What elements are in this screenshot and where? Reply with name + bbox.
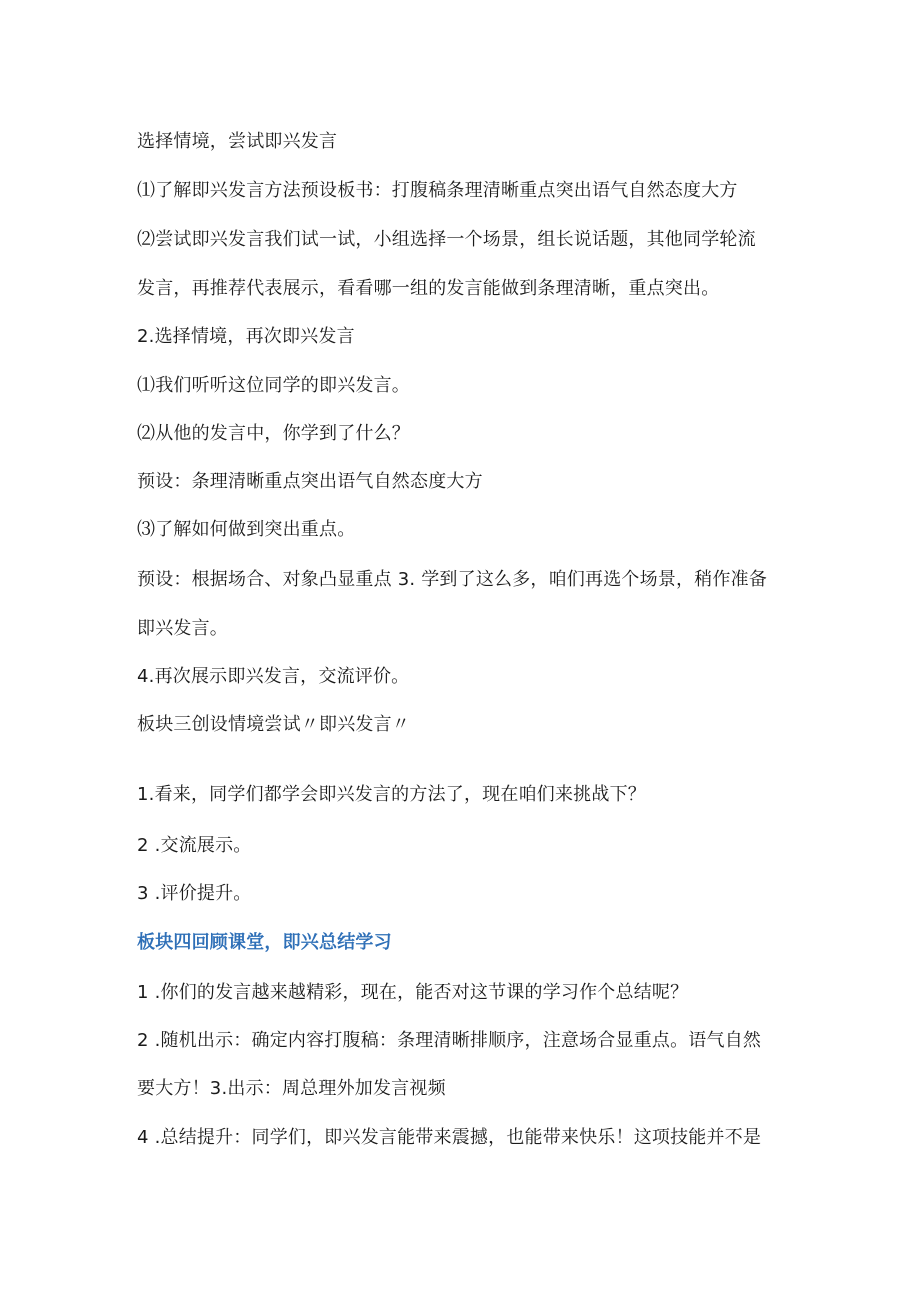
- text-line: ⑵从他的发言中，你学到了什么？: [137, 423, 410, 444]
- text-line: 选择情境，尝试即兴发言: [137, 131, 338, 152]
- text-line: ⑴我们听听这位同学的即兴发言。: [137, 375, 410, 396]
- text-line: ⑴了解即兴发言方法预设板书：打腹稿条理清晰重点突出语气自然态度大方: [137, 180, 738, 201]
- text-line: 2.选择情境，再次即兴发言: [137, 326, 355, 347]
- text-line: 即兴发言。: [137, 618, 228, 639]
- text-line: 预设：条理清晰重点突出语气自然态度大方: [137, 471, 483, 492]
- text-line: 要大方！3.出示：周总理外加发言视频: [137, 1078, 446, 1099]
- text-line: 预设：根据场合、对象凸显重点 3. 学到了这么多，咱们再选个场景，稍作准备: [137, 569, 768, 590]
- text-line: ⑶了解如何做到突出重点。: [137, 519, 356, 540]
- list-item: 4 .总结提升：同学们，即兴发言能带来震撼，也能带来快乐！这项技能并不是: [137, 1127, 762, 1148]
- list-item: 1 .你们的发言越来越精彩，现在，能否对这节课的学习作个总结呢？: [137, 982, 689, 1003]
- text-line: ⑵尝试即兴发言我们试一试，小组选择一个场景，组长说话题，其他同学轮流: [137, 229, 756, 250]
- section-heading-blue: 板块四回顾课堂，即兴总结学习: [137, 932, 392, 953]
- text-line: 发言，再推荐代表展示，看看哪一组的发言能做到条理清晰，重点突出。: [137, 278, 720, 299]
- text-line: 4.再次展示即兴发言，交流评价。: [137, 666, 410, 687]
- list-item: 3 .评价提升。: [137, 883, 252, 904]
- section-heading: 板块三创设情境尝试〃即兴发言〃: [137, 714, 410, 735]
- text-line: 1.看来，同学们都学会即兴发言的方法了，现在咱们来挑战下？: [137, 784, 646, 805]
- list-item: 2 .随机出示：确定内容打腹稿：条理清晰排顺序，注意场合显重点。语气自然: [137, 1030, 762, 1051]
- list-item: 2 .交流展示。: [137, 835, 252, 856]
